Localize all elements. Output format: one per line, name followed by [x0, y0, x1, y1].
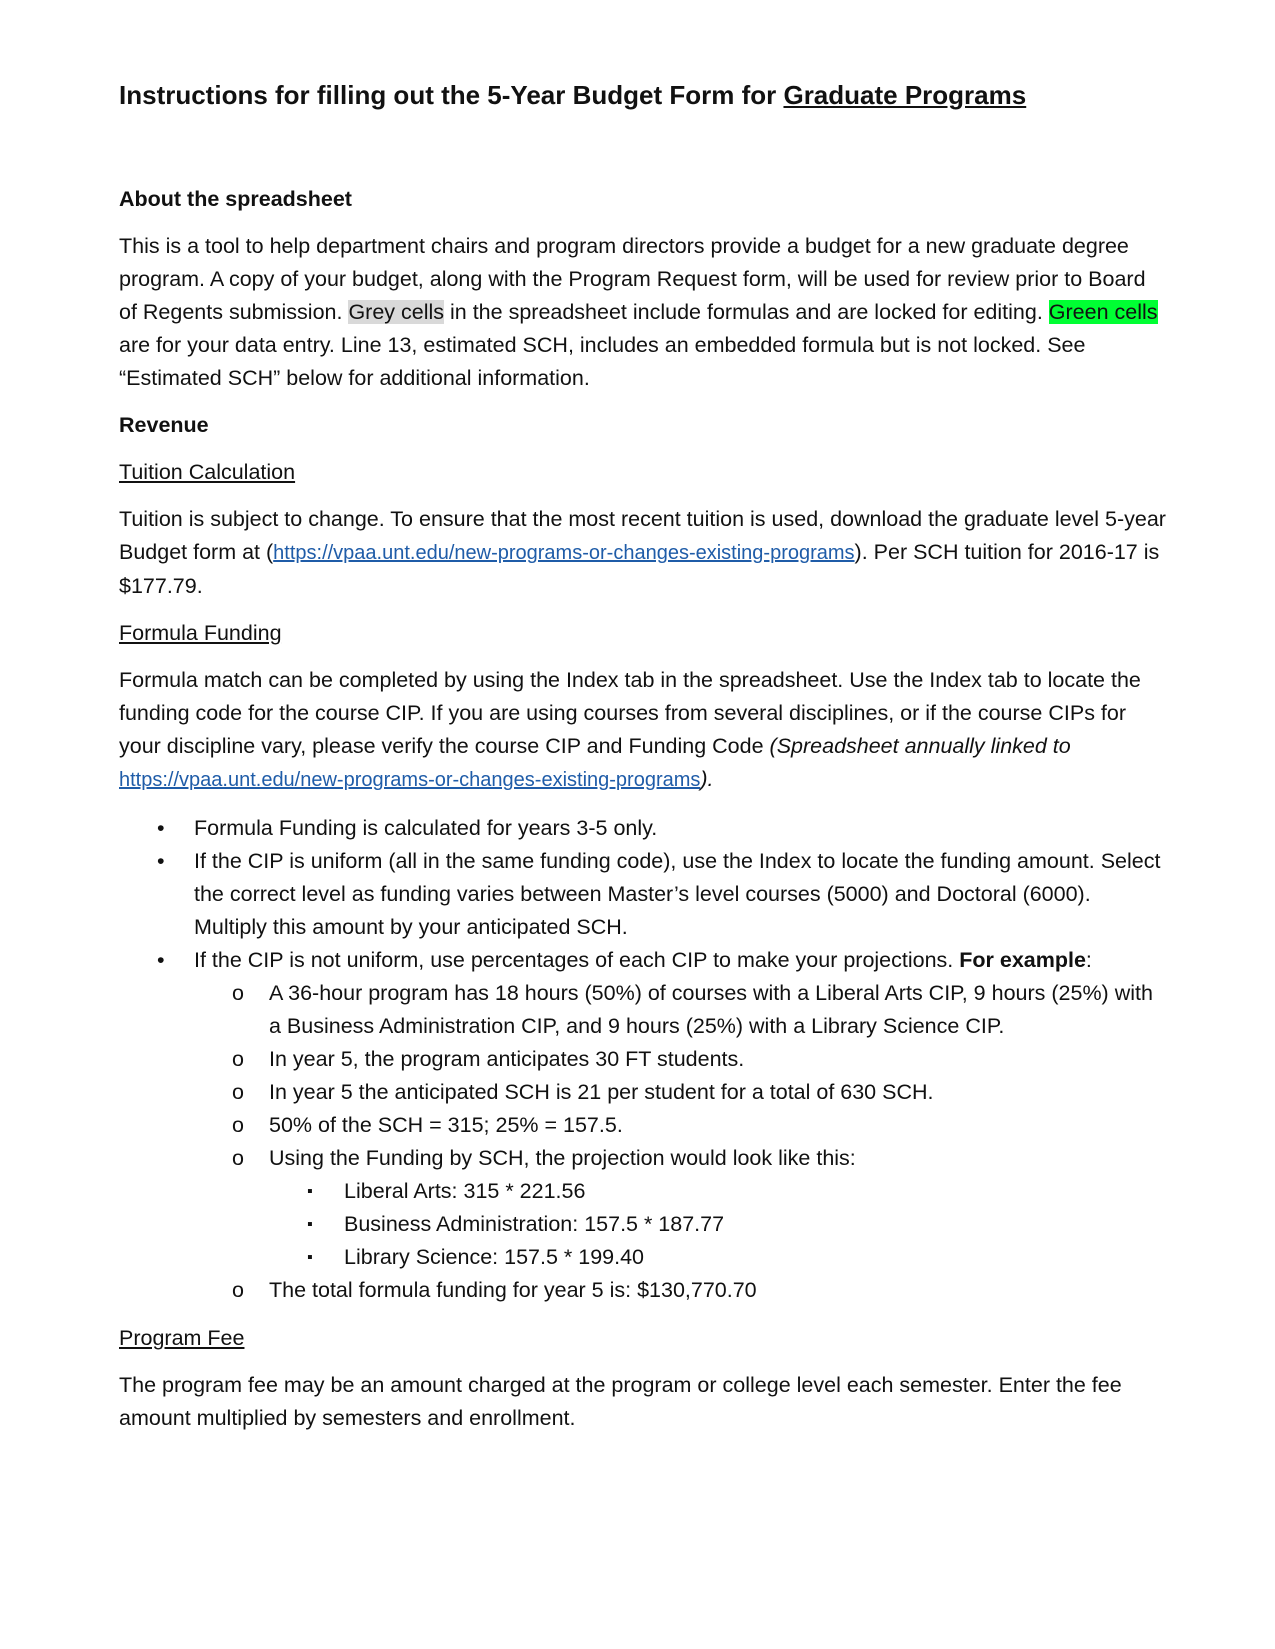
grey-cells-highlight: Grey cells [348, 300, 445, 324]
about-heading: About the spreadsheet [119, 187, 352, 211]
about-paragraph: This is a tool to help department chairs and program directors provide a budget for a new graduate degree program. A copy of your budget, along with the Program Request form, will be used for review prior to Board of Regents submission. Grey cells in the spreadsheet include formulas and are locked for editing. Green cells are for your data entry. Line 13, estimated SCH, includes an embedded formula but is not locked. See “Estimated SCH” below for additional information. [119, 234, 1158, 390]
list-item: o Using the Funding by SCH, the projection would look like this: ▪ Liberal Arts: 315 * 221.56 ▪ Business Administration: 157.5 * 187.77 ▪ Library Science: 157.5 * 199.40 [232, 1142, 1169, 1274]
list-item: • Formula Funding is calculated for years 3-5 only. [157, 812, 1169, 845]
list-item: • If the CIP is uniform (all in the same funding code), use the Index to locate the funding amount. Select the correct level as funding varies between Master’s level courses (5000) and Doctoral (6000). Multiply this amount by your anticipated SCH. [157, 845, 1169, 944]
program-fee-heading: Program Fee [119, 1326, 245, 1350]
tuition-heading: Tuition Calculation [119, 460, 296, 484]
revenue-heading: Revenue [119, 413, 209, 437]
example-sub-list [194, 977, 1169, 1307]
title-underlined: Graduate Programs [783, 80, 1027, 110]
tuition-paragraph: Tuition is subject to change. To ensure that the most recent tuition is used, download the graduate level 5-year Budget form at (https://vpaa.unt.edu/new-programs-or-changes-existing-programs). Per SCH tuition for 2016-17 is $177.79. [119, 507, 1166, 598]
tuition-budget-link[interactable]: https://vpaa.unt.edu/new-programs-or-changes-existing-programs [273, 542, 855, 564]
list-item: o In year 5 the anticipated SCH is 21 per student for a total of 630 SCH. [232, 1076, 1169, 1109]
list-item: ▪ Business Administration: 157.5 * 187.77 [307, 1208, 1169, 1241]
list-item: o The total formula funding for year 5 is: $130,770.70 [232, 1274, 1169, 1307]
formula-bullet-list [119, 812, 1169, 1307]
list-item: ▪ Liberal Arts: 315 * 221.56 [307, 1175, 1169, 1208]
document-page [119, 70, 1169, 1435]
formula-paragraph: Formula match can be completed by using the Index tab in the spreadsheet. Use the Index tab to locate the funding code for the course CIP. If you are using courses from several disciplines, or if the course CIPs for your discipline vary, please verify the course CIP and Funding Code (Spreadsheet annually linked to https://vpaa.unt.edu/new-programs-or-changes-existing-programs). [119, 668, 1141, 791]
formula-heading: Formula Funding [119, 621, 282, 645]
green-cells-highlight: Green cells [1048, 300, 1158, 324]
document-title: Instructions for filling out the 5-Year Budget Form for Graduate Programs [119, 80, 1027, 110]
program-fee-paragraph: The program fee may be an amount charged at the program or college level each semester. Enter the fee amount multiplied by semesters and enrollment. [119, 1373, 1122, 1430]
list-item: o A 36-hour program has 18 hours (50%) of courses with a Liberal Arts CIP, 9 hours (25%) with a Business Administration CIP, and 9 hours (25%) with a Library Science CIP. [232, 977, 1169, 1043]
list-item: ▪ Library Science: 157.5 * 199.40 [307, 1241, 1169, 1274]
calculation-list [269, 1175, 1169, 1274]
list-item: o In year 5, the program anticipates 30 FT students. [232, 1043, 1169, 1076]
formula-index-link[interactable]: https://vpaa.unt.edu/new-programs-or-changes-existing-programs [119, 769, 701, 791]
list-item: • If the CIP is not uniform, use percentages of each CIP to make your projections. For example: o A 36-hour program has 18 hours (50%) of courses with a Liberal Arts CIP, 9 hours (25%) with a Business Administration CIP, and 9 hours (25%) with a Library Science CIP. o In year 5, the program anticipates 30 FT students. o In year 5 the anticipated SCH is 21 per student for a total of 630 SCH. o 50% of the SCH = 315; 25% = 157.5. o Using the Funding by SCH, the projection would look like this: ▪ Liberal Arts: 315 * 221.56 ▪ Business Administration: 157.5 * 187.77 ▪ Library Science: 157.5 * 199.40 o The total formula funding for year 5 is: $130,770.70 [157, 944, 1169, 1307]
list-item: o 50% of the SCH = 315; 25% = 157.5. [232, 1109, 1169, 1142]
